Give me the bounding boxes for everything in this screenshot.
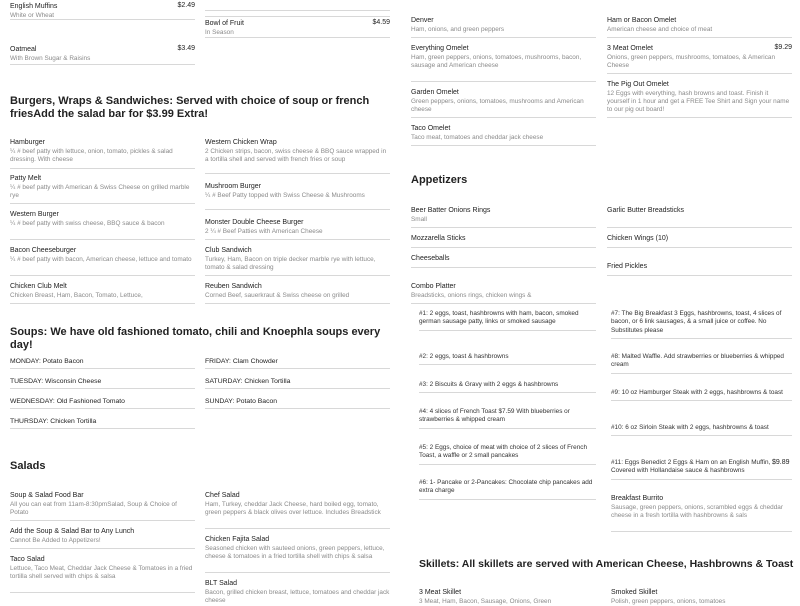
soups-heading: Soups: We have old fashioned tomato, chili and Knoephla soups every day!: [10, 326, 381, 351]
breakfast-10: #10: 6 oz Sirloin Steak with 2 eggs, hashbrowns & toast: [611, 424, 792, 436]
menu-item-taco-omelet: [411, 124, 596, 146]
menu-item-bacon-cheeseburger: [10, 246, 195, 276]
menu-item-chicken-wings: [607, 234, 792, 248]
breakfast-3: #3: 2 Biscuits & Gravy with 2 eggs & hashbrowns: [419, 381, 596, 393]
menu-item-garden-omelet: [411, 88, 596, 118]
menu-item-chicken-club-melt: [10, 282, 195, 304]
soup-monday: MONDAY: Potato Bacon: [10, 358, 195, 369]
menu-item-bowl-of-fruit-body: [205, 16, 390, 38]
item-desc: Polish, green peppers, onions, tomatoes: [611, 598, 726, 605]
breakfast-4: #4: 4 slices of French Toast $7.59 With blueberries or strawberries & whipped cream: [419, 408, 596, 429]
menu-item-onion-rings: [411, 206, 596, 228]
item-name: Smoked Skillet: [611, 589, 658, 596]
item-name: BLT Salad: [205, 580, 238, 587]
item-name: Add the Soup & Salad Bar to Any Lunch: [10, 528, 135, 535]
item-name: English Muffins: [10, 3, 58, 10]
item-name: 3 Meat Skillet: [419, 589, 462, 596]
menu-item-pig-out-omelet: [607, 80, 792, 118]
item-desc: Small: [411, 216, 427, 223]
menu-item-chef-salad: [205, 491, 390, 529]
item-desc: ¼ # beef patty with lettuce, onion, tomato, pickles & salad dressing. With cheese: [10, 148, 173, 164]
item-desc: Lettuce, Taco Meat, Cheddar Jack Cheese & Tomatoes in a fried tortilla shell served with chips & salsa: [10, 565, 193, 581]
menu-item-bowl-of-fruit: [205, 0, 390, 11]
item-name: Garlic Butter Breadsticks: [607, 207, 685, 214]
skillets-heading: Skillets: All skillets are served with American Cheese, Hashbrowns & Toast: [419, 558, 794, 570]
item-name: Garden Omelet: [411, 89, 459, 96]
item-name: Beer Batter Onions Rings: [411, 207, 491, 214]
item-name: Chicken Wings (10): [607, 235, 669, 242]
item-name: Western Burger: [10, 211, 59, 218]
soup-saturday: SATURDAY: Chicken Tortilla: [205, 378, 390, 389]
item-name: Chicken Fajita Salad: [205, 536, 270, 543]
menu-item-mozzarella-sticks: [411, 234, 596, 248]
item-desc: ¼ # Beef Patty topped with Swiss Cheese & Mushrooms: [205, 192, 365, 199]
item-name: Chicken Club Melt: [10, 283, 67, 290]
menu-item-mushroom-burger: [205, 182, 390, 210]
menu-item-denver: [411, 16, 596, 38]
item-desc: ¼ # beef patty with bacon, American cheese, lettuce and tomato: [10, 256, 192, 263]
item-name: Reuben Sandwich: [205, 283, 262, 290]
item-name: 3 Meat Omelet: [607, 45, 653, 52]
menu-item-ham-bacon-omelet: [607, 16, 792, 38]
menu-item-western-chicken-wrap: [205, 138, 390, 174]
breakfast-5: #5: 2 Eggs, choice of meat with choice of 2 slices of French Toast, a waffle or 2 small pancakes: [419, 444, 596, 465]
item-name: Bacon Cheeseburger: [10, 247, 77, 254]
item-name: Western Chicken Wrap: [205, 139, 277, 146]
item-desc: Chicken Breast, Ham, Bacon, Tomato, Lettuce,: [10, 292, 143, 299]
item-name: Ham or Bacon Omelet: [607, 17, 677, 24]
item-desc: Turkey, Ham, Bacon on triple decker marble rye with lettuce, tomato & salad dressing: [205, 256, 376, 272]
menu-item-3-meat-skillet: [419, 588, 596, 605]
menu-item-breakfast-burrito: [611, 494, 792, 532]
item-name: Soup & Salad Food Bar: [10, 492, 84, 499]
item-name: Mushroom Burger: [205, 183, 262, 190]
appetizers-heading: Appetizers: [411, 174, 468, 186]
item-desc: Green peppers, onions, tomatoes, mushrooms and American cheese: [411, 98, 584, 114]
item-desc: 12 Eggs with everything, hash browns and toast. Finish it yourself in 1 hour and get a FREE Tee Shirt and Sign your name to our pig out board!: [607, 90, 790, 114]
soup-thursday: THURSDAY: Chicken Tortilla: [10, 418, 195, 429]
item-desc: Ham, Turkey, cheddar Jack Cheese, hard boiled egg, tomato, green peppers & black olives over lettuce. Includes Breadstick: [205, 501, 381, 517]
item-desc: Ham, onions, and green peppers: [411, 26, 505, 33]
item-name: Taco Salad: [10, 556, 45, 563]
menu-item-chicken-fajita-salad: [205, 535, 390, 573]
item-desc: 2 ¼ # Beef Patties with American Cheese: [205, 228, 323, 235]
item-desc: Seasoned chicken with sauteed onions, green peppers, lettuce, cheese & tomatoes in a fried tortilla shell with chips & salsa: [205, 545, 385, 561]
breakfast-9: #9: 10 oz Hamburger Steak with 2 eggs, hashbrowns & toast: [611, 389, 792, 401]
soup-friday: FRIDAY: Clam Chowder: [205, 358, 390, 369]
item-desc: Onions, green peppers, mushrooms, tomatoes, & American Cheese: [607, 54, 776, 70]
menu-item-hamburger: [10, 138, 195, 169]
menu-item-western-burger: [10, 210, 195, 240]
item-name: Bowl of Fruit: [205, 20, 244, 27]
breakfast-2: #2: 2 eggs, toast & hashbrowns: [419, 353, 596, 365]
soup-tuesday: TUESDAY: Wisconsin Cheese: [10, 378, 195, 389]
item-price: $2.49: [177, 2, 195, 9]
breakfast-11-text: #11: Eggs Benedict 2 Eggs & Ham on an English Muffin, Covered with Hollandaise sauce & hashbrowns: [611, 459, 771, 475]
item-name: Breakfast Burrito: [611, 495, 664, 502]
item-desc: White or Wheat: [10, 12, 55, 19]
item-name: Cheeseballs: [411, 255, 450, 262]
item-desc: Ham, green peppers, onions, tomatoes, mushrooms, bacon, sausage and American cheese: [411, 54, 582, 70]
item-desc: 2 Chicken strips, bacon, swiss cheese & BBQ sauce wrapped in a tortilla shell and served with french fries or soup: [205, 148, 387, 164]
menu-item-patty-melt: [10, 174, 195, 204]
menu-item-soup-salad-bar: [10, 491, 195, 521]
item-name: Club Sandwich: [205, 247, 252, 254]
item-desc: In Season: [205, 29, 234, 36]
burgers-heading: Burgers, Wraps & Sandwiches: Served with choice of soup or french friesAdd the salad bar for $3.99 Extra!: [10, 95, 370, 120]
menu-item-cheeseballs: [411, 254, 596, 268]
menu-item-reuben-sandwich: [205, 282, 390, 304]
item-desc: With Brown Sugar & Raisins: [10, 55, 91, 62]
menu-item-breadsticks: [607, 206, 792, 228]
item-desc: ¼ # beef patty with American & Swiss Cheese on grilled marble rye: [10, 184, 190, 200]
menu-item-club-sandwich: [205, 246, 390, 276]
breakfast-8: #8: Malted Waffle. Add strawberries or blueberries & whipped cream: [611, 353, 792, 374]
salads-heading: Salads: [10, 460, 46, 472]
item-name: Taco Omelet: [411, 125, 451, 132]
soup-wednesday: WEDNESDAY: Old Fashioned Tomato: [10, 398, 195, 409]
item-name: Mozzarella Sticks: [411, 235, 466, 242]
item-price: $3.49: [177, 45, 195, 52]
item-name: Oatmeal: [10, 46, 37, 53]
item-name: Patty Melt: [10, 175, 42, 182]
item-desc: Sausage, green peppers, onions, scrambled eggs & cheddar cheese in a fresh tortilla with hashbrowns & sals: [611, 504, 783, 520]
item-name: Chef Salad: [205, 492, 240, 499]
item-desc: ¼ # beef patty with swiss cheese, BBQ sauce & bacon: [10, 220, 165, 227]
item-name: Everything Omelet: [411, 45, 469, 52]
menu-item-blt-salad: [205, 579, 390, 605]
item-name: Monster Double Cheese Burger: [205, 219, 304, 226]
item-desc: Breadsticks, onions rings, chicken wings &: [411, 292, 532, 299]
breakfast-6: #6: 1- Pancake or 2-Pancakes: Chocolate chip pancakes add extra charge: [419, 479, 596, 500]
item-desc: Cannot Be Added to Appetizers!: [10, 537, 101, 544]
item-name: Denver: [411, 17, 434, 24]
breakfast-11: [611, 459, 792, 480]
item-desc: Taco meat, tomatoes and cheddar jack cheese: [411, 134, 544, 141]
item-desc: American cheese and choice of meat: [607, 26, 713, 33]
item-price: $4.59: [372, 19, 390, 26]
soup-sunday: SUNDAY: Potato Bacon: [205, 398, 390, 409]
menu-item-add-soup-salad-bar: [10, 527, 195, 549]
menu-item-combo-platter: [411, 282, 596, 304]
item-name: Combo Platter: [411, 283, 456, 290]
item-name: Hamburger: [10, 139, 46, 146]
breakfast-7: #7: The Big Breakfast 3 Eggs, hashbrowns, toast, 4 slices of bacon, or 6 link sausages, & a small juice or coffee. No Substitutes please: [611, 310, 792, 339]
menu-item-monster-double-cheese-burger: [205, 218, 390, 240]
menu-item-everything-omelet: [411, 44, 596, 82]
item-desc: All you can eat from 11am-8:30pmSalad, Soup & Choice of Potato: [10, 501, 177, 517]
item-desc: Bacon, grilled chicken breast, lettuce, tomatoes and cheddar jack cheese: [205, 589, 390, 605]
item-name: The Pig Out Omelet: [607, 81, 669, 88]
menu-item-english-muffins: [10, 0, 195, 20]
item-name: Fried Pickles: [607, 263, 648, 270]
item-desc: 3 Meat, Ham, Bacon, Sausage, Onions, Green: [419, 598, 552, 605]
eggs-benedict-price: $9.89: [772, 459, 790, 466]
menu-item-taco-salad: [10, 555, 195, 593]
menu-item-smoked-skillet: [611, 588, 792, 605]
item-desc: Corned Beef, sauerkraut & Swiss cheese on grilled: [205, 292, 350, 299]
menu-item-oatmeal: [10, 45, 195, 65]
menu-item-fried-pickles: [607, 262, 792, 276]
breakfast-1: #1: 2 eggs, toast, hashbrowns with ham, bacon, smoked german sausage patty, links or smoked sausage: [419, 310, 596, 331]
item-price: $9.29: [774, 44, 792, 51]
menu-item-3-meat-omelet: [607, 44, 792, 74]
